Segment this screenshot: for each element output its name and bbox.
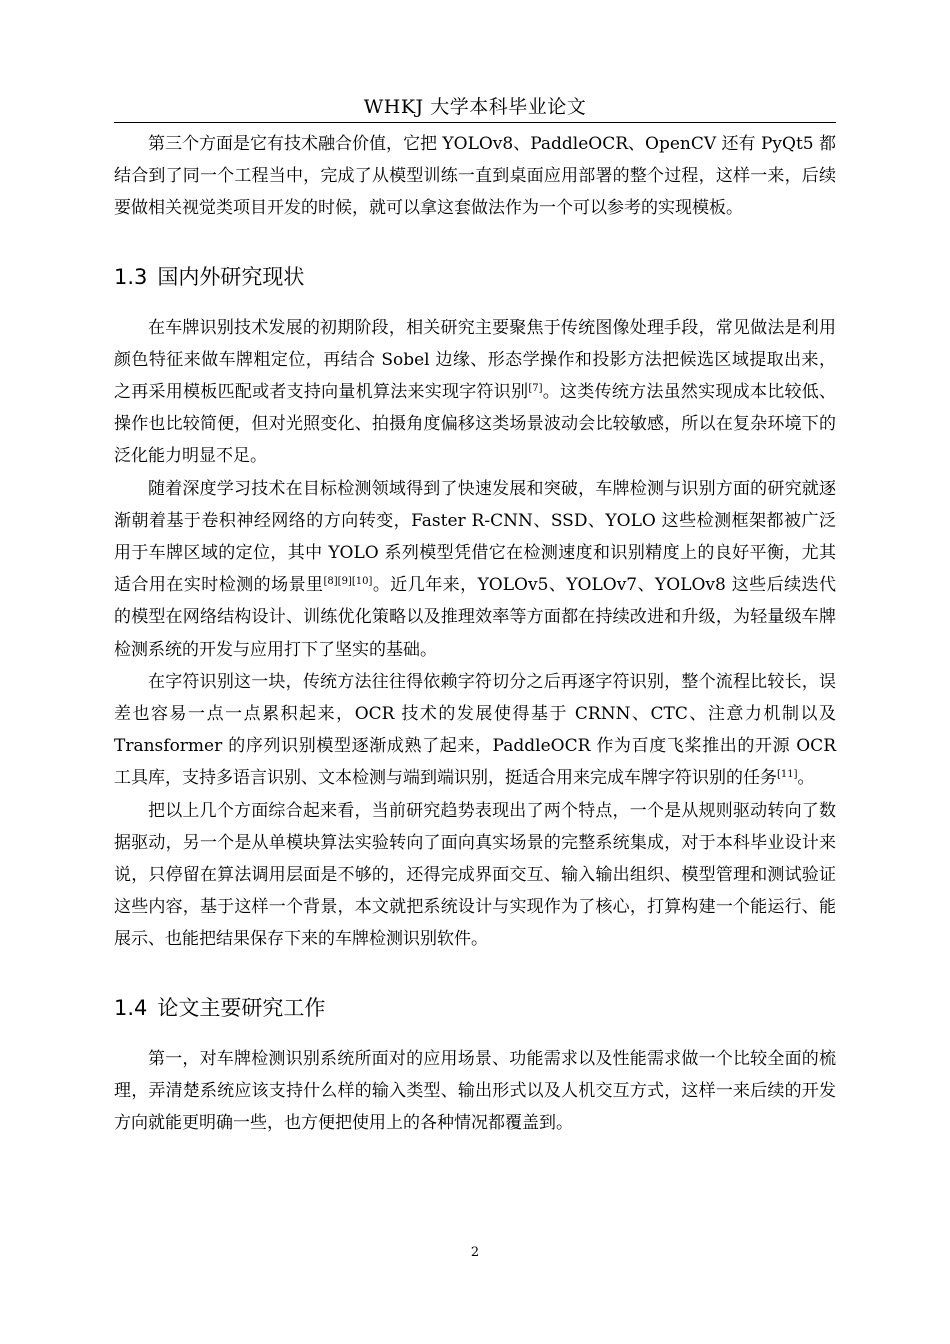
section-heading-1-3 xyxy=(114,262,836,292)
paragraph-1-4-1: 第一，对车牌检测识别系统所面对的应用场景、功能需求以及性能需求做一个比较全面的梳理，弄清楚系统应该支持什么样的输入类型、输出形式以及人机交互方式，这样一来后续的开发方向就能更明确一些，也方便把使用上的各种情况都覆盖到。 xyxy=(114,1048,836,1134)
paragraph-text: 。 xyxy=(797,768,815,789)
section-title: 国内外研究现状 xyxy=(157,264,305,289)
citation: [8][9][10] xyxy=(323,576,373,588)
paragraph-text: 在车牌识别技术发展的初期阶段，相关研究主要聚焦于传统图像处理手段，常见做法是利用颜色特征来做车牌粗定位，再结合 Sobel 边缘、形态学操作和投影方法把候选区域提取出来，之再采用模板匹配或者支持向量机算法来实现字符识别 xyxy=(114,317,836,403)
paragraph-text: 。近几年来，YOLOv5、YOLOv7、YOLOv8 这些后续迭代的模型在网络结构设计、训练优化策略以及推理效率等方面都在持续改进和升级，为轻量级车牌检测系统的开发与应用打下了坚实的基础。 xyxy=(114,575,836,660)
paragraph-text: 。这类传统方法虽然实现成本比较低、操作也比较简便，但对光照变化、拍摄角度偏移这类场景波动会比较敏感，所以在复杂环境下的泛化能力明显不足。 xyxy=(114,382,837,467)
header-rule xyxy=(114,122,836,123)
section-number: 1.4 xyxy=(114,995,148,1020)
paragraph-intro: 第三个方面是它有技术融合价值，它把 YOLOv8、PaddleOCR、OpenCV 还有 PyQt5 都结合到了同一个工程当中，完成了从模型训练一直到桌面应用部署的整个过程，这样一来，后续要做相关视觉类项目开发的时候，就可以拿这套做法作为一个可以参考的实现模板。 xyxy=(114,134,836,219)
section-title: 论文主要研究工作 xyxy=(157,995,326,1020)
paragraph-text: 随着深度学习技术在目标检测领域得到了快速发展和突破，车牌检测与识别方面的研究就逐渐朝着基于卷积神经网络的方向转变，Faster R-CNN、SSD、YOLO 这些检测框架都被广泛用于车牌区域的定位，其中 YOLO 系列模型凭借它在检测速度和识别精度上的良好平衡，尤其适合用在实时检测的场景里 xyxy=(114,478,836,596)
page-number: 2 xyxy=(470,1245,480,1260)
section-heading-1-4 xyxy=(114,993,836,1023)
citation: [7] xyxy=(528,383,543,395)
paragraph-text: 在字符识别这一块，传统方法往往得依赖字符切分之后再逐字符识别，整个流程比较长，误差也容易一点一点累积起来，OCR 技术的发展使得基于 CRNN、CTC、注意力机制以及 Transformer 的序列识别模型逐渐成熟了起来，PaddleOCR 作为百度飞桨推出的开源 OCR 工具库，支持多语言识别、文本检测与端到端识别，挺适合用来完成车牌字符识别的任务 xyxy=(114,671,836,789)
page-body xyxy=(114,128,836,1139)
paragraph-1-3-3 xyxy=(114,666,836,795)
running-header: WHKJ 大学本科毕业论文 xyxy=(363,96,587,118)
section-number: 1.3 xyxy=(114,264,148,289)
citation: [11] xyxy=(777,769,798,781)
paragraph-1-3-4: 把以上几个方面综合起来看，当前研究趋势表现出了两个特点，一个是从规则驱动转向了数据驱动，另一个是从单模块算法实验转向了面向真实场景的完整系统集成，对于本科毕业设计来说，只停留在算法调用层面是不够的，还得完成界面交互、输入输出组织、模型管理和测试验证这些内容，基于这样一个背景，本文就把系统设计与实现作为了核心，打算构建一个能运行、能展示、也能把结果保存下来的车牌检测识别软件。 xyxy=(114,800,836,950)
paragraph-1-3-2 xyxy=(114,473,836,666)
paragraph-1-3-1 xyxy=(114,312,836,473)
